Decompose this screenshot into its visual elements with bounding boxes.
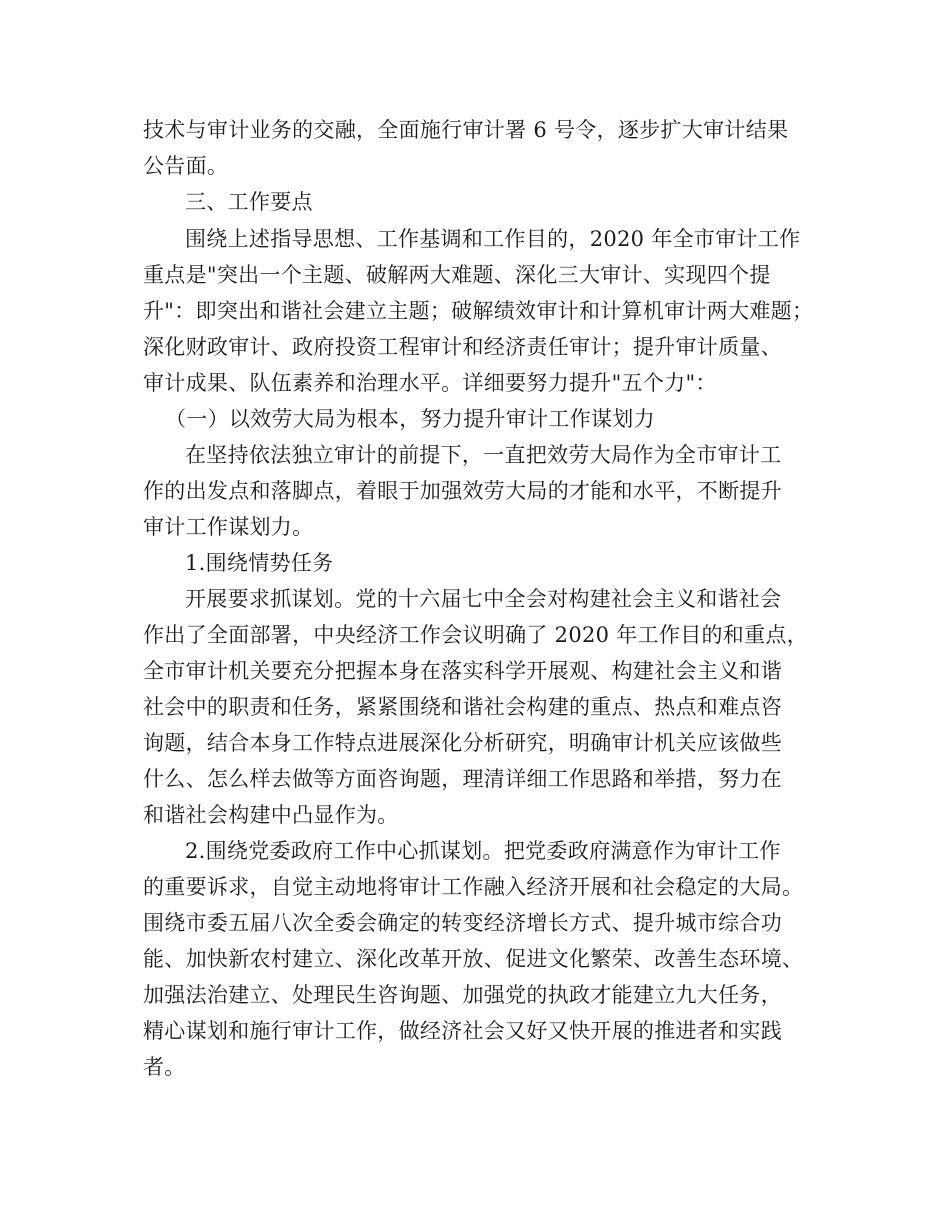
text-line: 者。 (143, 1055, 186, 1079)
text-line: 2.围绕党委政府工作中心抓谋划。把党委政府满意作为审计工作 (185, 839, 781, 863)
text-line: 精心谋划和施行审计工作，做经济社会又好又快开展的推进者和实践 (143, 1019, 782, 1043)
text-line: 技术与审计业务的交融，全面施行审计署 6 号令，逐步扩大审计结果 (143, 118, 789, 142)
text-line: 围绕上述指导思想、工作基调和工作目的，2020 年全市审计工作 (185, 227, 801, 251)
section-heading: 三、工作要点 (185, 190, 313, 214)
text-line: 升"：即突出和谐社会建立主题；破解绩效审计和计算机审计两大难题； (143, 299, 814, 323)
item-heading: 1.围绕情势任务 (185, 551, 334, 575)
text-line: 作出了全面部署，中央经济工作会议明确了 2020 年工作目的和重点， (143, 623, 808, 647)
text-line: 作的出发点和落脚点，着眼于加强效劳大局的才能和水平，不断提升 (143, 479, 782, 503)
text-line: 深化财政审计、政府投资工程审计和经济责任审计；提升审计质量、 (143, 335, 782, 359)
text-line: 的重要诉求，自觉主动地将审计工作融入经济开展和社会稳定的大局。 (143, 875, 804, 899)
text-line: 全市审计机关要充分把握本身在落实科学开展观、构建社会主义和谐 (143, 659, 782, 683)
text-line: 询题，结合本身工作特点进展深化分析研究，明确审计机关应该做些 (143, 731, 782, 755)
text-line: 开展要求抓谋划。党的十六届七中全会对构建社会主义和谐社会 (185, 587, 782, 611)
text-line: 公告面。 (143, 154, 229, 178)
text-line: 重点是"突出一个主题、破解两大难题、深化三大审计、实现四个提 (143, 263, 771, 287)
text-line: 社会中的职责和任务，紧紧围绕和谐社会构建的重点、热点和难点咨 (143, 695, 782, 719)
text-line: 围绕市委五届八次全委会确定的转变经济增长方式、提升城市综合功 (143, 911, 782, 935)
subsection-heading: （一）以效劳大局为根本，努力提升审计工作谋划力 (165, 407, 655, 431)
text-line: 在坚持依法独立审计的前提下，一直把效劳大局作为全市审计工 (185, 443, 782, 467)
text-line: 加强法治建立、处理民生咨询题、加强党的执政才能建立九大任务， (143, 983, 782, 1007)
text-line: 审计工作谋划力。 (143, 515, 314, 539)
text-line: 什么、怎么样去做等方面咨询题，理清详细工作思路和举措，努力在 (143, 767, 782, 791)
text-line: 能、加快新农村建立、深化改革开放、促进文化繁荣、改善生态环境、 (143, 947, 804, 971)
text-line: 审计成果、队伍素养和治理水平。详细要努力提升"五个力"： (143, 371, 717, 395)
text-line: 和谐社会构建中凸显作为。 (143, 803, 399, 827)
